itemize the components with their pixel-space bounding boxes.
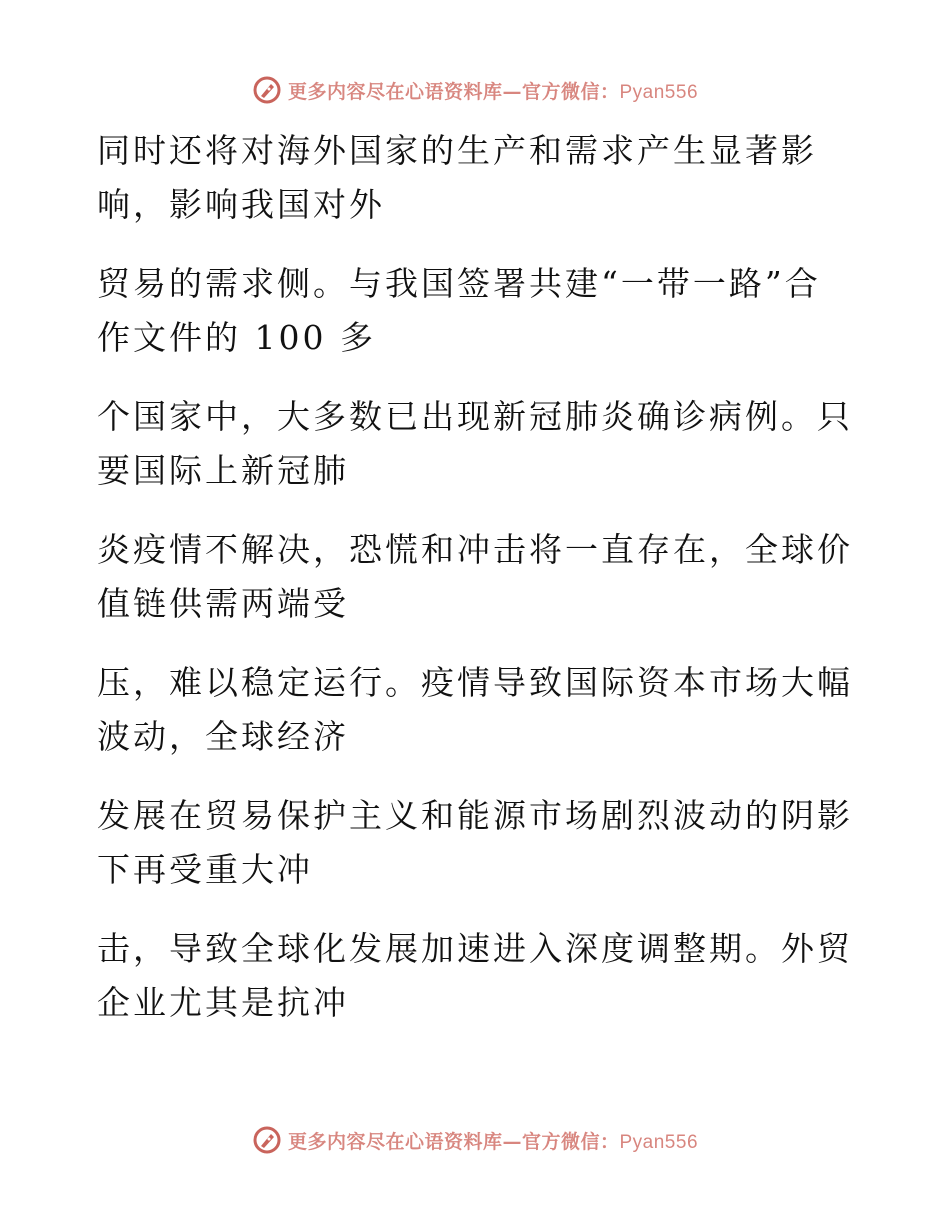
paragraph-line: 作文件的 100 多 [97,318,376,357]
paragraph-line: 发展在贸易保护主义和能源市场剧烈波动的阴影 [97,796,853,835]
paragraph-line: 炎疫情不解决，恐慌和冲击将一直存在，全球价 [97,530,853,569]
paragraph-line: 贸易的需求侧。与我国签署共建“一带一路”合 [97,264,821,303]
footer-watermark [0,1120,950,1160]
pen-nib-logo-icon [252,75,282,105]
paragraph [97,523,853,631]
paragraph [97,656,853,764]
paragraph [97,789,853,897]
paragraph-line: 企业尤其是抗冲 [97,983,349,1022]
paragraph-line: 波动，全球经济 [97,717,349,756]
paragraph-line: 同时还将对海外国家的生产和需求产生显著影 [97,131,817,170]
paragraph-line: 下再受重大冲 [97,850,313,889]
document-body [97,124,853,1055]
paragraph [97,257,837,365]
paragraph-line: 响，影响我国对外 [97,185,385,224]
paragraph [97,390,853,498]
paragraph [97,922,853,1030]
paragraph-line: 要国际上新冠肺 [97,451,349,490]
pen-nib-logo-icon [252,1125,282,1155]
paragraph-line: 击，导致全球化发展加速进入深度调整期。外贸 [97,929,853,968]
paragraph-line: 压，难以稳定运行。疫情导致国际资本市场大幅 [97,663,853,702]
paragraph-line: 个国家中，大多数已出现新冠肺炎确诊病例。只 [97,397,853,436]
paragraph [97,124,837,232]
watermark-text: 更多内容尽在心语资料库—官方微信：Pyan556 [287,80,699,103]
watermark-text: 更多内容尽在心语资料库—官方微信：Pyan556 [287,1130,699,1153]
header-watermark [0,70,950,110]
paragraph-line: 值链供需两端受 [97,584,349,623]
